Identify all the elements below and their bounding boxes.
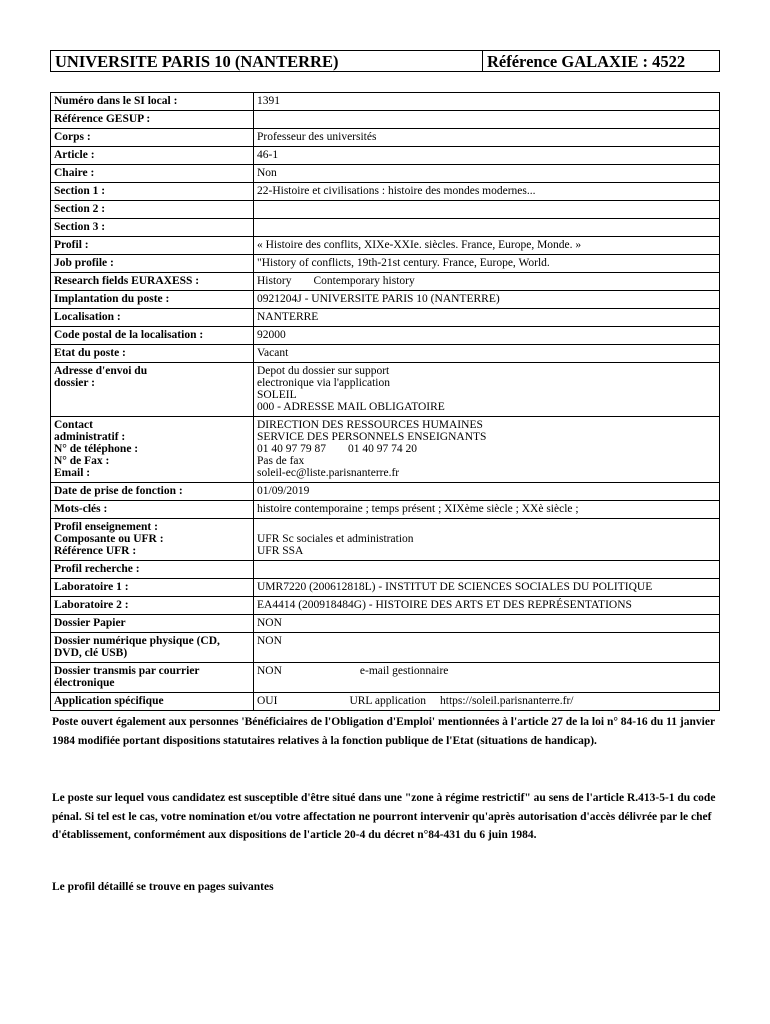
article-value: 46-1 (254, 147, 720, 165)
numero-label: Numéro dans le SI local : (51, 93, 254, 111)
university-name: UNIVERSITE PARIS 10 (NANTERRE) (51, 51, 483, 71)
article-label: Article : (51, 147, 254, 165)
profil-rech-label: Profil recherche : (51, 561, 254, 579)
section1-label: Section 1 : (51, 183, 254, 201)
corps-label: Corps : (51, 129, 254, 147)
section3-value (254, 219, 720, 237)
date-prise-value: 01/09/2019 (254, 483, 720, 501)
table-row (51, 501, 720, 519)
contact-email: soleil-ec@liste.parisnanterre.fr (257, 467, 400, 479)
email-gestionnaire-label: e-mail gestionnaire (359, 665, 449, 677)
job-profile-label: Job profile : (51, 255, 254, 273)
application-url[interactable]: https://soleil.parisnanterre.fr/ (440, 695, 574, 707)
boe-paragraph: Poste ouvert également aux personnes 'Bénéficiaires de l'Obligation d'Emploi' mentionnées à l'article 27 de la loi n° 84-16 du 11 janvier 1984 modifiée portant dispositions statutaires relatives à la fonction publique de l'Etat (situations de handicap). (52, 716, 715, 747)
table-row (51, 633, 720, 663)
table-row (51, 309, 720, 327)
mots-cles-value: histoire contemporaine ; temps présent ; XIXème siècle ; XXè siècle ; (254, 501, 720, 519)
table-row (51, 579, 720, 597)
url-application-label: URL application (349, 695, 426, 707)
table-row (51, 147, 720, 165)
localisation-value: NANTERRE (254, 309, 720, 327)
table-row (51, 219, 720, 237)
labo2-value: EA4414 (200918484G) - HISTOIRE DES ARTS ET DES REPRÉSENTATIONS (254, 597, 720, 615)
implantation-value: 0921204J - UNIVERSITE PARIS 10 (NANTERRE) (254, 291, 720, 309)
adresse-label: Adresse d'envoi du dossier : (51, 363, 254, 417)
table-row (51, 183, 720, 201)
profil-rech-value (254, 561, 720, 579)
code-postal-label: Code postal de la localisation : (51, 327, 254, 345)
profil-label: Profil : (51, 237, 254, 255)
profil-ens-value: UFR Sc sociales et administration UFR SSA (254, 519, 720, 561)
table-row (51, 111, 720, 129)
contact-service: SERVICE DES PERSONNELS ENSEIGNANTS (257, 431, 487, 443)
euraxess-label: Research fields EURAXESS : (51, 273, 254, 291)
etat-label: Etat du poste : (51, 345, 254, 363)
dossier-num-label: Dossier numérique physique (CD, DVD, clé USB) (51, 633, 254, 663)
application-answer: OUI (257, 695, 278, 707)
profil-value: « Histoire des conflits, XIXe-XXIe. siècles. France, Europe, Monde. » (254, 237, 720, 255)
gesup-value (254, 111, 720, 129)
table-row (51, 615, 720, 633)
table-row (51, 483, 720, 501)
labo1-value: UMR7220 (200612818L) - INSTITUT DE SCIENCES SOCIALES DU POLITIQUE (254, 579, 720, 597)
implantation-label: Implantation du poste : (51, 291, 254, 309)
contact-fax: Pas de fax (257, 455, 305, 467)
euraxess-subfield: Contemporary history (313, 275, 415, 287)
dossier-transmis-answer: NON (257, 665, 282, 677)
table-row (51, 165, 720, 183)
profil-ens-label: Profil enseignement : Composante ou UFR : Référence UFR : (51, 519, 254, 561)
mots-cles-label: Mots-clés : (51, 501, 254, 519)
section1-value: 22-Histoire et civilisations : histoire des mondes modernes... (254, 183, 720, 201)
contact-label: Contact administratif : N° de téléphone : N° de Fax : Email : (51, 417, 254, 483)
date-prise-label: Date de prise de fonction : (51, 483, 254, 501)
table-row (51, 345, 720, 363)
contact-phones (257, 443, 716, 455)
localisation-label: Localisation : (51, 309, 254, 327)
application-value (254, 693, 720, 711)
galaxie-reference: Référence GALAXIE : 4522 (487, 52, 686, 71)
dossier-num-value: NON (254, 633, 720, 663)
contact-value (254, 417, 720, 483)
dossier-papier-label: Dossier Papier (51, 615, 254, 633)
next-pages-note: Le profil détaillé se trouve en pages suivantes (52, 881, 274, 893)
table-row (51, 561, 720, 579)
section2-label: Section 2 : (51, 201, 254, 219)
etat-value: Vacant (254, 345, 720, 363)
table-row (51, 327, 720, 345)
code-postal-value: 92000 (254, 327, 720, 345)
table-row (51, 237, 720, 255)
table-row (51, 519, 720, 561)
table-row (51, 363, 720, 417)
table-row (51, 129, 720, 147)
zrr-paragraph: Le poste sur lequel vous candidatez est susceptible d'être situé dans une "zone à régime restrictif" au sens de l'article R.413-5-1 du code pénal. Si tel est le cas, votre nomination et/ou votre affectation ne pourront intervenir qu'après autorisation d'accès délivrée par le chef d'établissement, conformément aux dispositions de l'article 20-4 du décret n°84-431 du 6 juin 1984. (52, 792, 716, 841)
section2-value (254, 201, 720, 219)
contact-phone: 01 40 97 79 87 (257, 443, 326, 455)
table-row (51, 417, 720, 483)
adresse-value: Depot du dossier sur support electronique via l'application SOLEIL 000 - ADRESSE MAIL OBLIGATOIRE (254, 363, 720, 417)
table-row (51, 255, 720, 273)
job-info-table (50, 92, 720, 711)
application-label: Application spécifique (51, 693, 254, 711)
table-row (51, 291, 720, 309)
gesup-label: Référence GESUP : (51, 111, 254, 129)
document-header (50, 50, 720, 72)
chaire-label: Chaire : (51, 165, 254, 183)
numero-value: 1391 (254, 93, 720, 111)
table-row (51, 597, 720, 615)
contact-phone-2: 01 40 97 74 20 (348, 443, 417, 455)
dossier-transmis-value (254, 663, 720, 693)
corps-value: Professeur des universités (254, 129, 720, 147)
job-profile-value: "History of conflicts, 19th-21st century. France, Europe, World. (254, 255, 720, 273)
table-row (51, 273, 720, 291)
table-row (51, 201, 720, 219)
table-row (51, 663, 720, 693)
dossier-transmis-label: Dossier transmis par courrier électronique (51, 663, 254, 693)
labo2-label: Laboratoire 2 : (51, 597, 254, 615)
contact-department: DIRECTION DES RESSOURCES HUMAINES (257, 419, 483, 431)
euraxess-value (254, 273, 720, 291)
euraxess-field: History (257, 275, 292, 287)
table-row (51, 93, 720, 111)
labo1-label: Laboratoire 1 : (51, 579, 254, 597)
chaire-value: Non (254, 165, 720, 183)
dossier-papier-value: NON (254, 615, 720, 633)
section3-label: Section 3 : (51, 219, 254, 237)
table-row (51, 693, 720, 711)
